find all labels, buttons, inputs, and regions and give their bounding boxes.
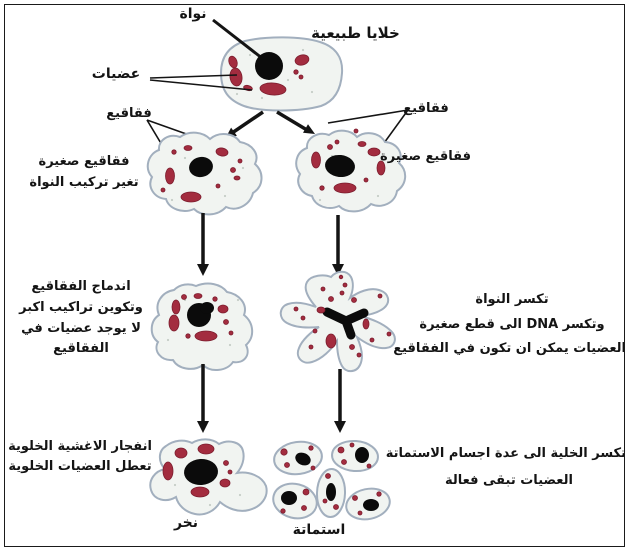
organelle bbox=[181, 192, 201, 202]
nucleus-label: نواة bbox=[179, 6, 207, 22]
text-line: وتكوين تراكيب اكبر bbox=[19, 299, 143, 315]
organelle bbox=[194, 294, 202, 299]
organelle bbox=[387, 332, 391, 336]
apoptotic-body bbox=[270, 479, 321, 523]
organelle bbox=[228, 470, 232, 474]
organelle bbox=[302, 506, 307, 511]
nucleus-shape bbox=[326, 483, 336, 501]
organelle bbox=[229, 331, 233, 335]
organelle bbox=[354, 129, 358, 133]
organelle bbox=[358, 142, 366, 147]
organelle bbox=[334, 183, 356, 193]
small-blebs-left-block bbox=[16, 151, 152, 194]
organelle bbox=[312, 152, 321, 168]
organelle bbox=[166, 168, 175, 184]
organelle bbox=[320, 186, 324, 190]
organelle bbox=[238, 159, 242, 163]
organelle bbox=[311, 466, 315, 470]
text-line: تكسر النواة bbox=[475, 292, 549, 307]
text-line: فقاقيع صغيرة bbox=[38, 154, 130, 169]
apoptotic-body bbox=[272, 439, 324, 477]
organelle bbox=[352, 298, 357, 303]
organelle bbox=[224, 461, 229, 466]
text-line: تعطل العضيات الخلوية bbox=[8, 459, 152, 475]
organelle bbox=[334, 505, 339, 510]
organelle bbox=[364, 178, 368, 182]
text-line: اندماج الفقاقيع bbox=[31, 279, 131, 294]
text-line: العضيات يمكن ان تكون في الفقاقيع bbox=[393, 341, 626, 357]
bleb-fusion-block bbox=[10, 277, 152, 360]
text-line: لا يوجد عضيات في bbox=[21, 320, 141, 336]
organelle bbox=[303, 489, 309, 495]
organelle bbox=[338, 447, 344, 453]
organelle bbox=[213, 297, 217, 301]
organelle bbox=[172, 300, 180, 314]
organelle bbox=[309, 345, 313, 349]
necrotic-cell bbox=[150, 439, 266, 514]
nucleus-shape bbox=[255, 52, 283, 80]
apoptotic-bodies bbox=[270, 439, 393, 523]
organelle bbox=[195, 331, 217, 341]
arrow-down-left-1 bbox=[197, 213, 209, 276]
organelle bbox=[186, 334, 190, 338]
apoptosis-label: استماتة bbox=[292, 522, 346, 538]
text-line: تغير تركيب النواة bbox=[29, 175, 139, 191]
organelle bbox=[175, 448, 187, 458]
organelle bbox=[220, 479, 230, 487]
fragmented-nucleus-cell bbox=[281, 272, 395, 371]
organelle bbox=[342, 460, 347, 465]
organelle bbox=[357, 353, 361, 357]
organelle bbox=[353, 496, 358, 501]
blebs-right-label: فقاقيع bbox=[403, 101, 449, 116]
organelle bbox=[317, 307, 325, 313]
organelle bbox=[328, 145, 333, 150]
organelle bbox=[313, 329, 317, 333]
organelle bbox=[163, 462, 173, 480]
text-line: تكسر الخلية الى عدة اجسام الاستماتة bbox=[385, 446, 626, 461]
arrow-down-left-2 bbox=[197, 364, 209, 433]
arrow-to-apoptosis-path bbox=[277, 112, 315, 134]
normal-cells-label: خلايا طبيعية bbox=[311, 24, 400, 42]
organelle bbox=[294, 307, 298, 311]
organelle bbox=[321, 287, 325, 291]
organelle bbox=[340, 291, 344, 295]
dna-fragmentation-block bbox=[393, 288, 626, 362]
organelle bbox=[191, 487, 209, 497]
organelle bbox=[377, 492, 381, 496]
organelle bbox=[216, 184, 220, 188]
organelle bbox=[358, 511, 362, 515]
organelle bbox=[378, 294, 382, 298]
organelle bbox=[370, 338, 374, 342]
organelle bbox=[172, 150, 176, 154]
organelle bbox=[299, 75, 303, 79]
organelle bbox=[326, 334, 336, 348]
necrosis-label: نخر bbox=[173, 515, 199, 531]
organelle bbox=[335, 140, 339, 144]
organelle bbox=[231, 168, 236, 173]
nucleus-shape bbox=[200, 302, 214, 314]
organelle bbox=[218, 305, 228, 313]
organelle bbox=[294, 70, 298, 74]
arrow-down-right-2 bbox=[334, 369, 346, 433]
organelle bbox=[281, 449, 287, 455]
fused-blebs-cell bbox=[152, 284, 252, 370]
organelle bbox=[285, 463, 290, 468]
organelle bbox=[343, 283, 347, 287]
organelles-label: عضيات bbox=[91, 66, 141, 82]
organelle bbox=[339, 275, 343, 279]
text-line: انفجار الاغشية الخلوية bbox=[8, 439, 152, 454]
organelle bbox=[326, 474, 331, 479]
organelle bbox=[301, 316, 305, 320]
apoptotic-body bbox=[316, 469, 346, 518]
organelle bbox=[224, 320, 229, 325]
organelle bbox=[368, 148, 380, 156]
apoptotic-body bbox=[343, 485, 392, 523]
organelle bbox=[363, 319, 369, 329]
organelle bbox=[323, 499, 327, 503]
organelle bbox=[169, 315, 179, 331]
apoptotic-bodies-block bbox=[385, 441, 626, 494]
organelle bbox=[350, 443, 354, 447]
organelle bbox=[281, 509, 285, 513]
small-blebs-right-label: فقاقيع صغيرة bbox=[380, 149, 471, 164]
text-line: وتكسر DNA الى قطع صغيرة bbox=[419, 316, 605, 332]
organelle bbox=[182, 295, 187, 300]
text-line: العضيات تبقى فعالة bbox=[445, 472, 573, 488]
organelle bbox=[329, 297, 334, 302]
text-line: الفقاقيع bbox=[53, 341, 109, 357]
organelle bbox=[161, 188, 165, 192]
nucleus-shape bbox=[355, 447, 369, 463]
organelle bbox=[184, 146, 192, 151]
nucleus-shape bbox=[281, 491, 297, 505]
organelle bbox=[367, 464, 371, 468]
organelle bbox=[234, 176, 240, 180]
membrane-burst-block bbox=[6, 437, 154, 477]
arrow-down-right-1 bbox=[332, 215, 344, 276]
blebbing-cell-left bbox=[147, 120, 262, 214]
blebs-left-label: فقاقيع bbox=[106, 106, 152, 121]
nucleus-shape bbox=[363, 499, 379, 511]
organelle bbox=[309, 446, 313, 450]
apoptotic-body bbox=[331, 439, 379, 472]
organelle bbox=[350, 345, 355, 350]
organelle bbox=[198, 444, 214, 454]
